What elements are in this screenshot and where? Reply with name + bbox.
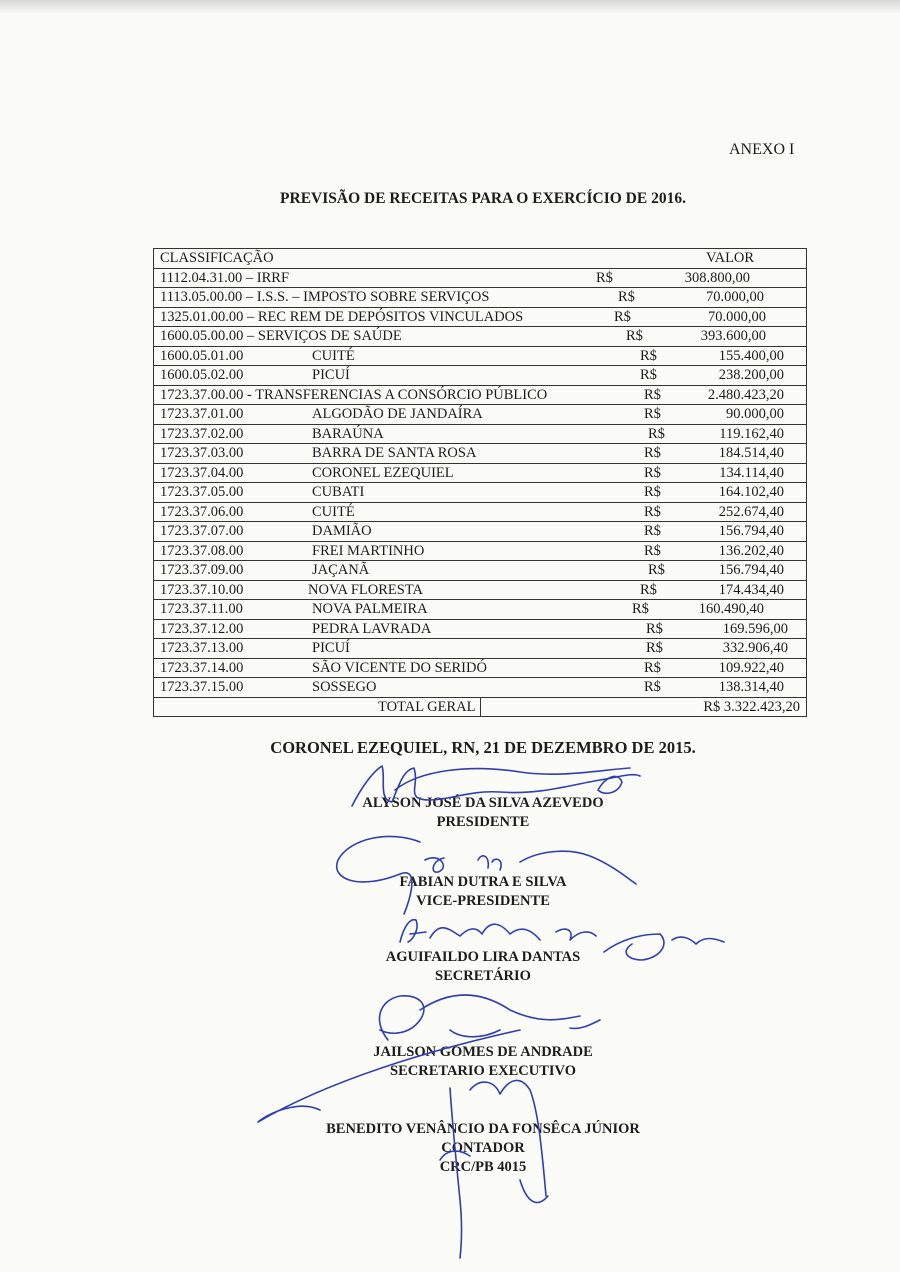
table-row xyxy=(154,346,807,366)
row-value: 90.000,00 xyxy=(726,406,784,422)
total-label: TOTAL GERAL xyxy=(377,698,476,715)
table-row xyxy=(154,444,807,464)
total-value: R$ 3.322.423,20 xyxy=(703,698,800,715)
table-row xyxy=(154,580,807,600)
table-row xyxy=(154,268,807,288)
row-code: 1723.37.13.00 xyxy=(160,640,244,656)
row-code: 1723.37.01.00 xyxy=(160,406,244,422)
table-row xyxy=(154,307,807,327)
row-currency: R$ xyxy=(644,659,661,676)
row-classification: 1600.05.00.00 – SERVIÇOS DE SAÚDE xyxy=(160,328,402,344)
row-currency: R$ xyxy=(614,308,631,325)
table-row xyxy=(154,639,807,659)
table-row xyxy=(154,561,807,581)
scan-edge-shadow xyxy=(0,0,900,14)
row-currency: R$ xyxy=(644,406,661,422)
signatory-role: VICE-PRESIDENTE xyxy=(416,893,550,909)
row-classification: 1723.37.00.00 - TRANSFERENCIAS A CONSÓRCIO PÚBLICO xyxy=(160,386,548,403)
row-currency: R$ xyxy=(618,289,635,305)
row-name: CUITÉ xyxy=(312,503,355,520)
row-code: 1600.05.02.00 xyxy=(160,367,244,383)
row-currency: R$ xyxy=(648,562,665,578)
row-name: FREI MARTINHO xyxy=(312,542,425,559)
row-value: 332.906,40 xyxy=(722,640,788,656)
row-code: 1723.37.09.00 xyxy=(160,562,244,578)
revenue-table xyxy=(153,248,807,717)
annex-label: ANEXO I xyxy=(729,141,795,158)
table-row xyxy=(154,288,807,308)
row-value: 156.794,40 xyxy=(718,523,784,539)
signatory-role: SECRETÁRIO xyxy=(435,968,531,984)
signatory-secretary xyxy=(0,948,900,986)
row-code: 1723.37.05.00 xyxy=(160,484,244,500)
signatory-vice-president xyxy=(0,873,900,911)
row-value: 70.000,00 xyxy=(706,289,764,305)
table-row xyxy=(154,366,807,386)
table-row xyxy=(154,600,807,620)
signatory-name: BENEDITO VENÂNCIO DA FONSÊCA JÚNIOR xyxy=(326,1121,640,1137)
signatory-president xyxy=(0,794,900,832)
table-row xyxy=(154,405,807,425)
row-currency: R$ xyxy=(632,601,649,617)
row-value: 134.114,40 xyxy=(719,464,784,481)
row-name: BARAÚNA xyxy=(312,425,384,442)
table-row xyxy=(154,424,807,444)
row-name: CUBATI xyxy=(312,484,365,500)
row-value: 308.800,00 xyxy=(684,269,750,286)
table-row xyxy=(154,658,807,678)
table-row xyxy=(154,327,807,347)
row-currency: R$ xyxy=(640,367,657,383)
signatory-name: FABIAN DUTRA E SILVA xyxy=(399,874,567,890)
row-name: PICUÍ xyxy=(312,640,350,656)
row-currency: R$ xyxy=(644,386,661,403)
row-name: NOVA FLORESTA xyxy=(308,581,423,598)
row-code: 1723.37.03.00 xyxy=(160,445,244,461)
row-name: JAÇANÃ xyxy=(312,562,370,578)
row-currency: R$ xyxy=(644,542,661,559)
row-currency: R$ xyxy=(648,425,665,442)
row-currency: R$ xyxy=(644,503,661,520)
row-value: 252.674,40 xyxy=(718,503,784,520)
row-name: NOVA PALMEIRA xyxy=(312,601,428,617)
table-row xyxy=(154,619,807,639)
row-currency: R$ xyxy=(644,445,661,461)
row-currency: R$ xyxy=(646,620,663,637)
table-row xyxy=(154,502,807,522)
row-value: 138.314,40 xyxy=(718,679,784,695)
row-code: 1723.37.14.00 xyxy=(160,659,244,676)
row-value: 393.600,00 xyxy=(700,328,766,344)
row-name: PICUÍ xyxy=(312,367,350,383)
row-code: 1723.37.11.00 xyxy=(160,601,243,617)
row-currency: R$ xyxy=(644,484,661,500)
row-name: SOSSEGO xyxy=(312,679,377,695)
row-currency: R$ xyxy=(644,523,661,539)
row-code: 1723.37.02.00 xyxy=(160,425,244,442)
signatory-name: JAILSON GOMES DE ANDRADE xyxy=(373,1044,593,1060)
document-title: PREVISÃO DE RECEITAS PARA O EXERCÍCIO DE 2016. xyxy=(280,190,686,207)
header-classification: CLASSIFICAÇÃO xyxy=(160,250,274,266)
row-value: 136.202,40 xyxy=(718,542,784,559)
table-row xyxy=(154,483,807,503)
row-value: 155.400,00 xyxy=(718,347,784,364)
row-value: 109.922,40 xyxy=(718,659,784,676)
row-name: BARRA DE SANTA ROSA xyxy=(312,445,477,461)
table-row xyxy=(154,463,807,483)
row-code: 1723.37.08.00 xyxy=(160,542,244,559)
row-name: PEDRA LAVRADA xyxy=(312,620,432,637)
table-row xyxy=(154,385,807,405)
table-row xyxy=(154,678,807,698)
row-currency: R$ xyxy=(646,640,663,656)
header-value: VALOR xyxy=(706,250,755,266)
row-code: 1723.37.06.00 xyxy=(160,503,244,520)
signatory-role: PRESIDENTE xyxy=(436,814,530,830)
row-currency: R$ xyxy=(626,328,643,344)
row-code: 1723.37.15.00 xyxy=(160,679,244,695)
row-value: 169.596,00 xyxy=(722,620,788,637)
row-value: 238.200,00 xyxy=(718,367,784,383)
row-value: 174.434,40 xyxy=(718,581,784,598)
row-currency: R$ xyxy=(640,347,657,364)
table-row xyxy=(154,522,807,542)
signatory-name: AGUIFAILDO LIRA DANTAS xyxy=(385,949,581,965)
row-classification: 1325.01.00.00 – REC REM DE DEPÓSITOS VINCULADOS xyxy=(160,308,524,325)
signatory-name: ALYSON JOSÉ DA SILVA AZEVEDO xyxy=(362,795,604,811)
signatory-role: SECRETARIO EXECUTIVO xyxy=(390,1063,576,1079)
row-value: 164.102,40 xyxy=(718,484,784,500)
row-value: 70.000,00 xyxy=(708,308,766,325)
table-header-row xyxy=(154,249,807,269)
row-classification: 1112.04.31.00 – IRRF xyxy=(160,269,290,286)
signatory-registration: CRC/PB 4015 xyxy=(439,1159,527,1175)
row-name: SÃO VICENTE DO SERIDÓ xyxy=(312,659,487,676)
row-code: 1600.05.01.00 xyxy=(160,347,244,364)
row-name: CORONEL EZEQUIEL xyxy=(312,464,454,481)
row-code: 1723.37.07.00 xyxy=(160,523,244,539)
place-and-date: CORONEL EZEQUIEL, RN, 21 DE DEZEMBRO DE 2015. xyxy=(270,738,696,757)
table-total-row xyxy=(154,697,807,717)
row-code: 1723.37.10.00 xyxy=(160,581,244,598)
row-name: ALGODÃO DE JANDAÍRA xyxy=(312,406,483,422)
row-currency: R$ xyxy=(640,581,657,598)
table-row xyxy=(154,541,807,561)
row-classification: 1113.05.00.00 – I.S.S. – IMPOSTO SOBRE SERVIÇOS xyxy=(160,289,490,305)
row-currency: R$ xyxy=(644,464,661,481)
row-value: 119.162,40 xyxy=(719,425,784,442)
row-name: CUITÉ xyxy=(312,347,355,364)
row-value: 160.490,40 xyxy=(698,601,764,617)
row-name: DAMIÃO xyxy=(312,523,372,539)
row-value: 2.480.423,20 xyxy=(707,386,784,403)
signatory-role: CONTADOR xyxy=(441,1140,525,1156)
row-code: 1723.37.04.00 xyxy=(160,464,244,481)
row-value: 156.794,40 xyxy=(718,562,784,578)
row-value: 184.514,40 xyxy=(718,445,784,461)
row-code: 1723.37.12.00 xyxy=(160,620,244,637)
row-currency: R$ xyxy=(644,679,661,695)
signatory-accountant xyxy=(0,1120,900,1177)
row-currency: R$ xyxy=(596,269,613,286)
signatory-executive-secretary xyxy=(0,1043,900,1081)
